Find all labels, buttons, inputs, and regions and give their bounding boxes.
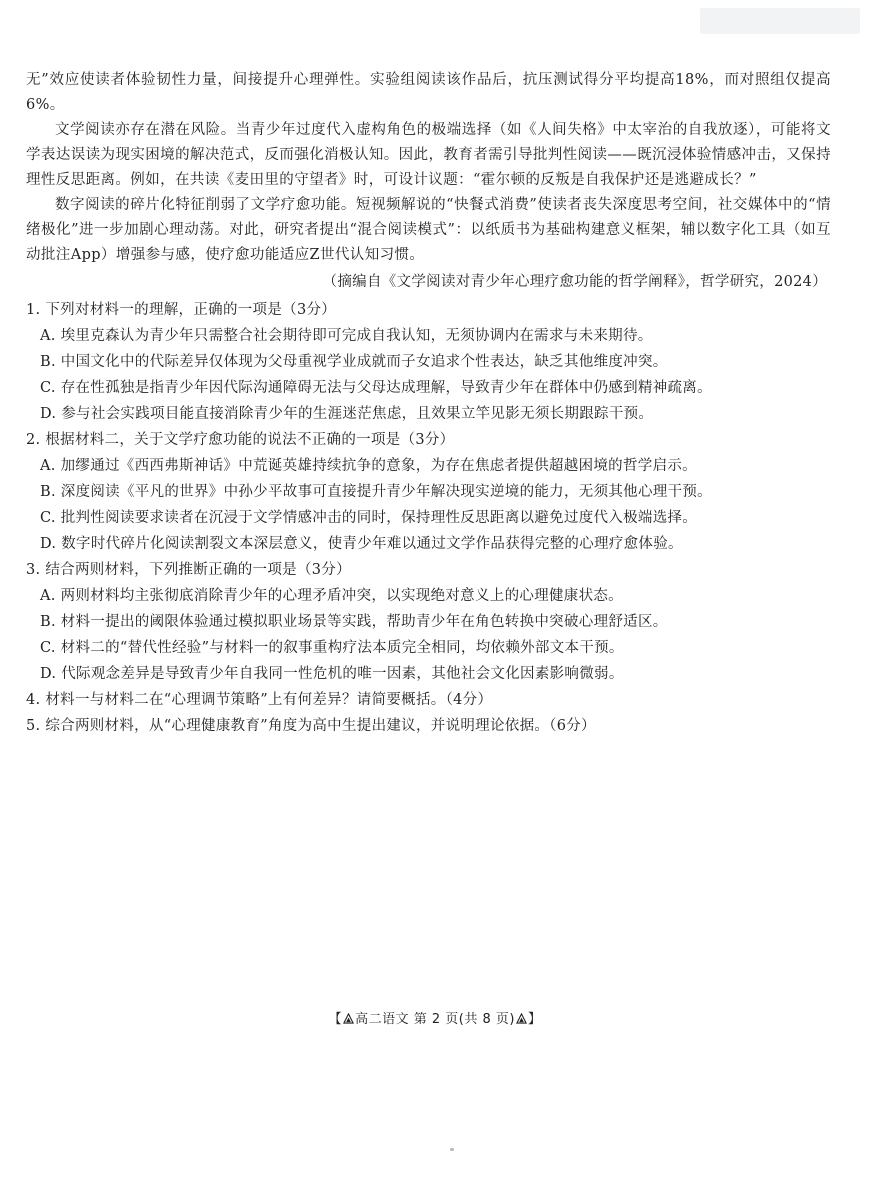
footer-bracket-close: 】 <box>527 1012 542 1027</box>
question-4 <box>26 687 831 713</box>
option-b: B. 深度阅读《平凡的世界》中孙少平故事可直接提升青少年解决现实逆境的能力，无须其他心理干预。 <box>40 484 712 500</box>
option-b: B. 中国文化中的代际差异仅体现为父母重视学业成就而子女追求个性表达，缺乏其他维度冲突。 <box>40 354 668 370</box>
question-5 <box>26 713 831 739</box>
passage <box>26 68 831 295</box>
passage-paragraph-1: 无”效应使读者体验韧性力量，间接提升心理弹性。实验组阅读该作品后，抗压测试得分平均提高18%，而对照组仅提高6%。 <box>26 72 831 113</box>
question-stem: 1. 下列对材料一的理解，正确的一项是（3分） <box>26 302 337 318</box>
option-c: C. 批判性阅读要求读者在沉浸于文学情感冲击的同时，保持理性反思距离以避免过度代入极端选择。 <box>40 510 698 526</box>
option-d: D. 参与社会实践项目能直接消除青少年的生涯迷茫焦虑，且效果立竿见影无须长期跟踪干预。 <box>40 406 654 422</box>
scan-corner-mark <box>700 8 860 34</box>
option-c: C. 存在性孤独是指青少年因代际沟通障碍无法与父母达成理解，导致青少年在群体中仍感到精神疏离。 <box>40 380 712 396</box>
question-3 <box>26 557 831 687</box>
page-footer <box>0 1008 870 1027</box>
option-a: A. 两则材料均主张彻底消除青少年的心理矛盾冲突，以实现绝对意义上的心理健康状态。 <box>40 588 623 604</box>
question-1 <box>26 297 831 427</box>
question-stem: 5. 综合两则材料，从“心理健康教育”角度为高中生提出建议，并说明理论依据。（6分） <box>26 718 596 734</box>
passage-source: （摘编自《文学阅读对青少年心理疗愈功能的哲学阐释》，哲学研究，2024） <box>322 274 827 290</box>
passage-paragraph-2: 文学阅读亦存在潜在风险。当青少年过度代入虚构角色的极端选择（如《人间失格》中太宰治的自我放逐），可能将文学表达误读为现实困境的解决范式，反而强化消极认知。因此，教育者需引导批判性阅读——既沉浸体验情感冲击，又保持理性反思距离。例如，在共读《麦田里的守望者》时，可设计议题：“霍尔顿的反叛是自我保护还是逃避成长？” <box>26 122 831 188</box>
footer-subject: 高二语文 <box>355 1012 410 1027</box>
question-stem: 4. 材料一与材料二在“心理调节策略”上有何差异？请简要概括。（4分） <box>26 692 493 708</box>
triangle-logo-icon <box>516 1013 527 1024</box>
option-b: B. 材料一提出的阈限体验通过模拟职业场景等实践，帮助青少年在角色转换中突破心理舒适区。 <box>40 614 668 630</box>
questions <box>26 297 831 739</box>
question-stem: 3. 结合两则材料，下列推断正确的一项是（3分） <box>26 562 351 578</box>
option-a: A. 加缪通过《西西弗斯神话》中荒诞英雄持续抗争的意象，为存在焦虑者提供超越困境的哲学启示。 <box>40 458 697 474</box>
question-2 <box>26 427 831 557</box>
option-d: D. 代际观念差异是导致青少年自我同一性危机的唯一因素，其他社会文化因素影响微弱。 <box>40 666 624 682</box>
option-d: D. 数字时代碎片化阅读割裂文本深层意义，使青少年难以通过文学作品获得完整的心理疗愈体验。 <box>40 536 683 552</box>
footer-page-label: 第 2 页(共 8 页) <box>413 1012 515 1027</box>
page-content <box>26 68 831 739</box>
option-a: A. 埃里克森认为青少年只需整合社会期待即可完成自我认知，无须协调内在需求与未来期待。 <box>40 328 653 344</box>
triangle-logo-icon <box>343 1013 354 1024</box>
passage-paragraph-3: 数字阅读的碎片化特征削弱了文学疗愈功能。短视频解说的“快餐式消费”使读者丧失深度思考空间，社交媒体中的“情绪极化”进一步加剧心理动荡。对此，研究者提出“混合阅读模式”：以纸质书为基础构建意义框架，辅以数字化工具（如互动批注App）增强参与感，使疗愈功能适应Z世代认知习惯。 <box>26 197 831 263</box>
question-stem: 2. 根据材料二，关于文学疗愈功能的说法不正确的一项是（3分） <box>26 432 455 448</box>
option-c: C. 材料二的“替代性经验”与材料一的叙事重构疗法本质完全相同，均依赖外部文本干预。 <box>40 640 624 656</box>
scan-speck <box>450 1148 454 1151</box>
footer-bracket-open: 【 <box>328 1012 343 1027</box>
